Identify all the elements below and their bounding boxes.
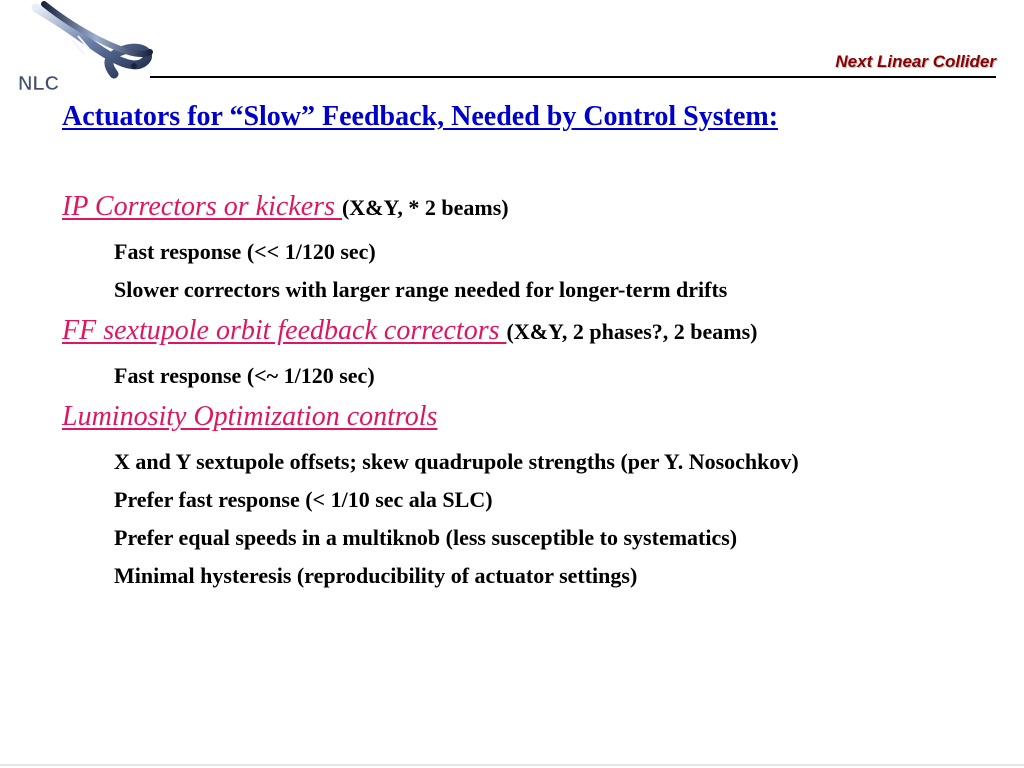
list-item: Fast response (<~ 1/120 sec)	[114, 363, 375, 388]
section-luminosity	[62, 400, 982, 438]
list-item: Prefer fast response (< 1/10 sec ala SLC)	[114, 487, 493, 512]
footer-divider	[0, 764, 1024, 766]
nlc-logo	[14, 0, 164, 108]
section-heading: IP Correctors or kickers	[62, 191, 342, 222]
section-ff-sextupole	[62, 314, 982, 352]
section-note: (X&Y, 2 phases?, 2 beams)	[506, 319, 758, 344]
header-title: Next Linear Collider	[835, 52, 996, 71]
section-ip-correctors	[62, 190, 982, 228]
header-divider	[150, 76, 996, 78]
logo-text: NLC	[18, 73, 60, 95]
list-item: Prefer equal speeds in a multiknob (less susceptible to systematics)	[114, 525, 738, 550]
list-item: Fast response (<< 1/120 sec)	[114, 239, 376, 264]
list-item: Slower correctors with larger range needed for longer-term drifts	[114, 277, 728, 302]
slide-content	[62, 190, 982, 590]
slide-title: Actuators for “Slow” Feedback, Needed by Control System:	[62, 101, 779, 132]
section-heading: Luminosity Optimization controls	[62, 401, 438, 432]
list-item: X and Y sextupole offsets; skew quadrupole strengths (per Y. Nosochkov)	[114, 449, 799, 474]
section-note: (X&Y, * 2 beams)	[341, 195, 509, 220]
list-item: Minimal hysteresis (reproducibility of actuator settings)	[114, 563, 638, 588]
section-heading: FF sextupole orbit feedback correctors	[62, 315, 507, 346]
